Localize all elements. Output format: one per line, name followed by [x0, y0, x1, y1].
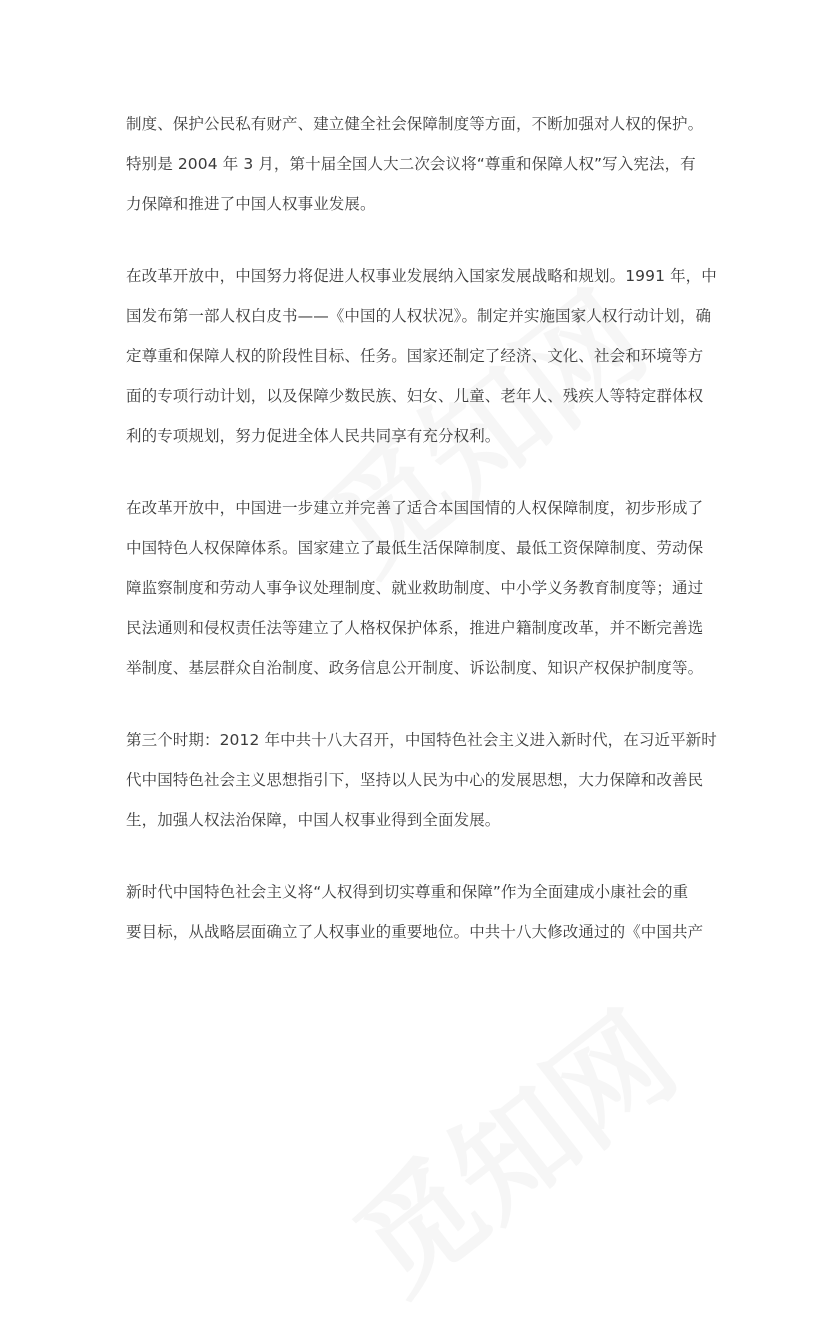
- text-line: 障监察制度和劳动人事争议处理制度、就业救助制度、中小学义务教育制度等；通过: [126, 579, 704, 597]
- text-line: 在改革开放中，中国努力将促进人权事业发展纳入国家发展战略和规划。1991 年，中: [126, 267, 717, 285]
- text-line: 在改革开放中，中国进一步建立并完善了适合本国国情的人权保障制度，初步形成了: [126, 499, 704, 517]
- text-line: 民法通则和侵权责任法等建立了人格权保护体系，推进户籍制度改革，并不断完善选: [126, 619, 704, 637]
- paragraph: [126, 488, 710, 688]
- document-body: [126, 104, 717, 984]
- paragraph: [126, 720, 717, 840]
- paragraph: [126, 104, 710, 224]
- paragraph: [126, 872, 710, 952]
- text-line: 利的专项规划，努力促进全体人民共同享有充分权利。: [126, 427, 501, 445]
- text-line: 中国特色人权保障体系。国家建立了最低生活保障制度、最低工资保障制度、劳动保: [126, 539, 704, 557]
- text-line: 面的专项行动计划，以及保障少数民族、妇女、儿童、老年人、残疾人等特定群体权: [126, 387, 704, 405]
- text-line: 生，加强人权法治保障，中国人权事业得到全面发展。: [126, 811, 501, 829]
- text-line: 制度、保护公民私有财产、建立健全社会保障制度等方面，不断加强对人权的保护。: [126, 115, 704, 133]
- text-line: 国发布第一部人权白皮书——《中国的人权状况》。制定并实施国家人权行动计划，确: [126, 307, 712, 325]
- text-line: 力保障和推进了中国人权事业发展。: [126, 195, 376, 213]
- text-line: 要目标，从战略层面确立了人权事业的重要地位。中共十八大修改通过的《中国共产: [126, 923, 704, 941]
- text-line: 新时代中国特色社会主义将“人权得到切实尊重和保障”作为全面建成小康社会的重: [126, 883, 689, 901]
- text-line: 代中国特色社会主义思想指引下，坚持以人民为中心的发展思想，大力保障和改善民: [126, 771, 704, 789]
- text-line: 举制度、基层群众自治制度、政务信息公开制度、诉讼制度、知识产权保护制度等。: [126, 659, 704, 677]
- paragraph: [126, 256, 717, 456]
- text-line: 特别是 2004 年 3 月，第十届全国人大二次会议将“尊重和保障人权”写入宪法，有: [126, 155, 696, 173]
- watermark: [315, 967, 705, 1324]
- text-line: 定尊重和保障人权的阶段性目标、任务。国家还制定了经济、文化、社会和环境等方: [126, 347, 704, 365]
- text-line: 第三个时期：2012 年中共十八大召开，中国特色社会主义进入新时代，在习近平新时: [126, 731, 717, 749]
